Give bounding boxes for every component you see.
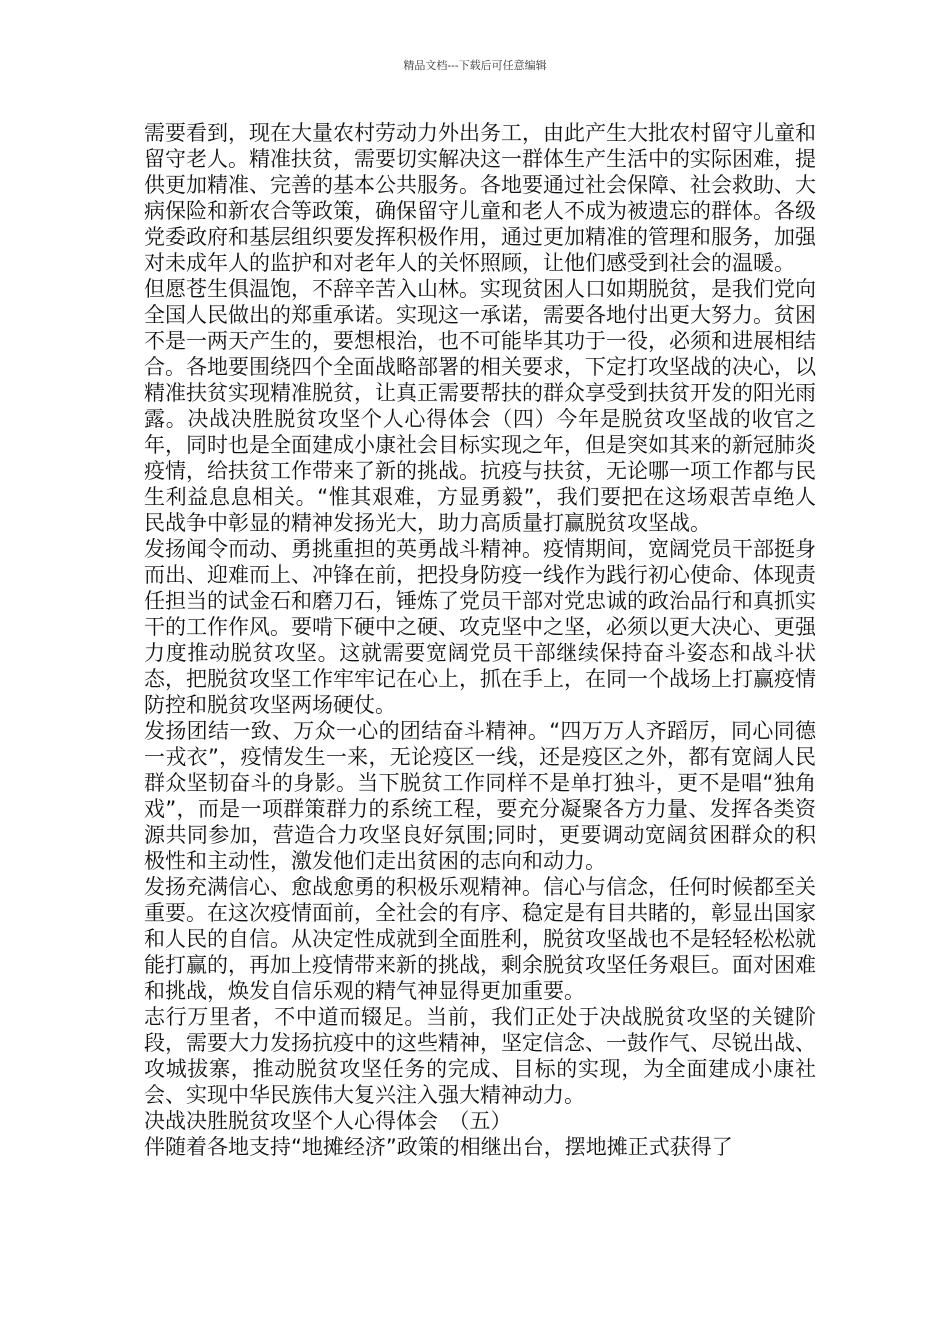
paragraph: 发扬团结一致、万众一心的团结奋斗精神。“四万万人齐蹈厉，同心同德一戎衣”，疫情发生一来，无论疫区一线，还是疫区之外，都有宽阔人民群众坚韧奋斗的身影。当下脱贫工作同样不是单打独斗，更不是唱“独角戏”，而是一项群策群力的系统工程，要充分凝聚各方力量、发挥各类资源共同参加，营造合力攻坚良好氛围;同时，更要调动宽阔贫困群众的积极性和主动性，激发他们走出贫困的志向和动力。 bbox=[144, 719, 816, 873]
paragraph: 发扬闻令而动、勇挑重担的英勇战斗精神。疫情期间，宽阔党员干部挺身而出、迎难而上、冲锋在前，把投身防疫一线作为践行初心使命、体现责任担当的试金石和磨刀石，锤炼了党员干部对党忠诚的政治品行和真抓实干的工作作风。要啃下硬中之硬、攻克坚中之坚，必须以更大决心、更强力度推动脱贫攻坚。这就需要宽阔党员干部继续保持奋斗姿态和战斗状态，把脱贫攻坚工作牢牢记在心上，抓在手上，在同一个战场上打赢疫情防控和脱贫攻坚两场硬仗。 bbox=[144, 537, 816, 717]
paragraph: 志行万里者，不中道而辍足。当前，我们正处于决战脱贫攻坚的关键阶段，需要大力发扬抗疫中的这些精神，坚定信念、一鼓作气、尽锐出战、攻城拔寨，推动脱贫攻坚任务的完成、目标的实现，为全面建成小康社会、实现中华民族伟大复兴注入强大精神动力。 bbox=[144, 1005, 816, 1107]
section-heading: 决战决胜脱贫攻坚个人心得体会 （五） bbox=[144, 1109, 512, 1133]
paragraph: 伴随着各地支持“地摊经济”政策的相继出台，摆地摊正式获得了 bbox=[144, 1135, 733, 1159]
paragraph: 发扬充满信心、愈战愈勇的积极乐观精神。信心与信念，任何时候都至关重要。在这次疫情面前，全社会的有序、稳定是有目共睹的，彰显出国家和人民的自信。从决定性成就到全面胜利，脱贫攻坚战也不是轻轻松松就能打赢的，再加上疫情带来新的挑战，剩余脱贫攻坚任务艰巨。面对困难和挑战，焕发自信乐观的精气神显得更加重要。 bbox=[144, 875, 816, 1003]
paragraph: 需要看到，现在大量农村劳动力外出务工，由此产生大批农村留守儿童和留守老人。精准扶贫，需要切实解决这一群体生产生活中的实际困难，提供更加精准、完善的基本公共服务。各地要通过社会保障、社会救助、大病保险和新农合等政策，确保留守儿童和老人不成为被遗忘的群体。各级党委政府和基层组织要发挥积极作用，通过更加精准的管理和服务，加强对未成年人的监护和对老年人的关怀照顾，让他们感受到社会的温暖。 bbox=[144, 121, 816, 275]
page-header: 精品文档---下载后可任意编辑 bbox=[403, 59, 547, 72]
paragraph: 但愿苍生俱温饱，不辞辛苦入山林。实现贫困人口如期脱贫，是我们党向全国人民做出的郑重承诺。实现这一承诺，需要各地付出更大努力。贫困不是一两天产生的，要想根治，也不可能毕其功于一役，必须和进展相结合。各地要围绕四个全面战略部署的相关要求，下定打攻坚战的决心，以精准扶贫实现精准脱贫，让真正需要帮扶的群众享受到扶贫开发的阳光雨露。决战决胜脱贫攻坚个人心得体会（四）今年是脱贫攻坚战的收官之年，同时也是全面建成小康社会目标实现之年，但是突如其来的新冠肺炎疫情，给扶贫工作带来了新的挑战。抗疫与扶贫，无论哪一项工作都与民生利益息息相关。“惟其艰难，方显勇毅”，我们要把在这场艰苦卓绝人民战争中彰显的精神发扬光大，助力高质量打赢脱贫攻坚战。 bbox=[144, 277, 816, 535]
document-body bbox=[144, 120, 816, 1160]
